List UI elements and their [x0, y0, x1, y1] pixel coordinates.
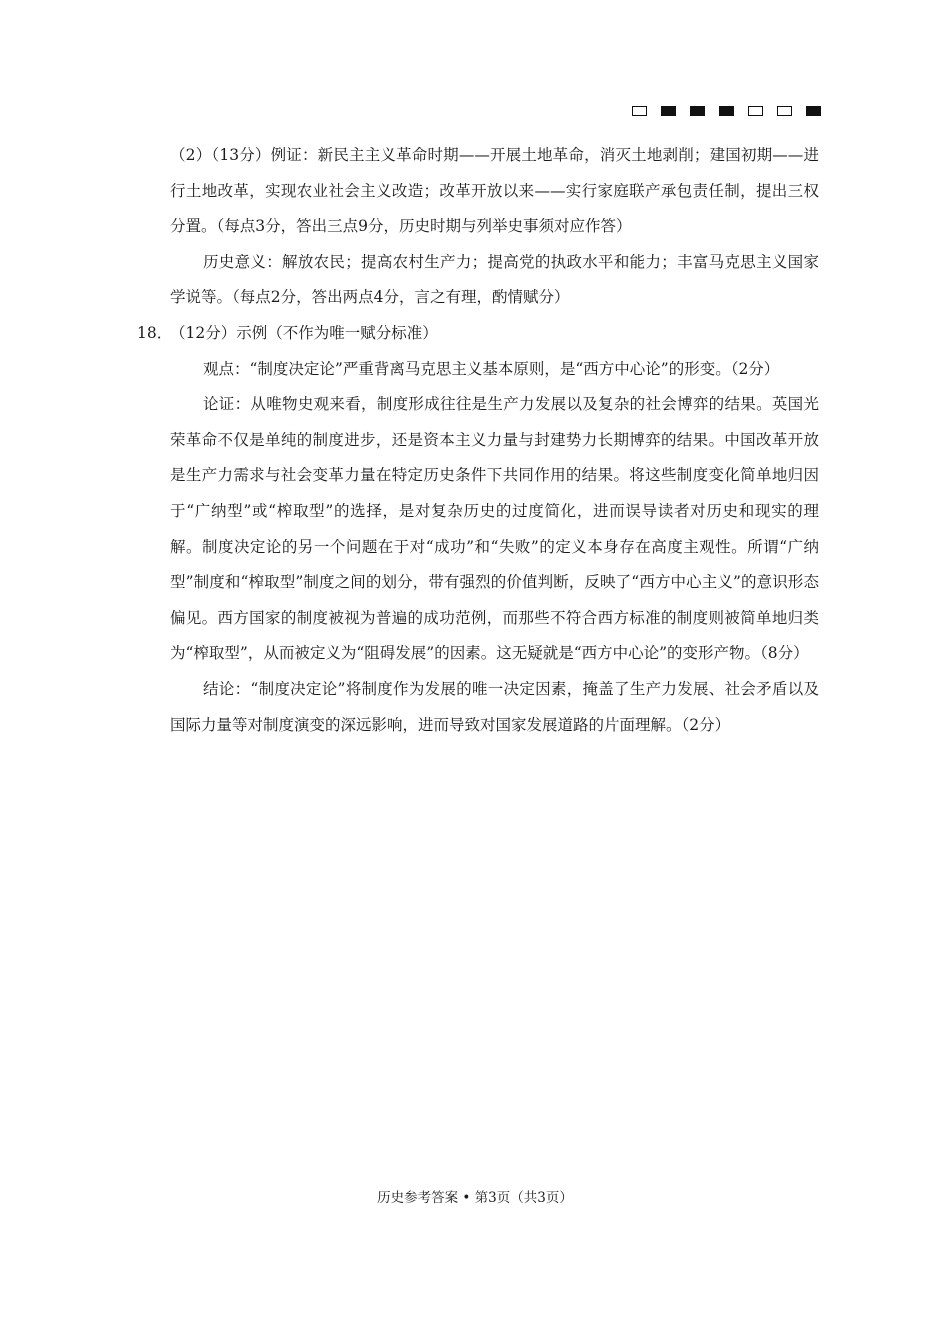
question-18-heading	[137, 316, 819, 352]
argument-paragraph: 论证：从唯物史观来看，制度形成往往是生产力发展以及复杂的社会博弈的结果。英国光荣革命不仅是单纯的制度进步，还是资本主义力量与封建势力长期博弈的结果。中国改革开放是生产力需求与社会变革力量在特定历史条件下共同作用的结果。将这些制度变化简单地归因于“广纳型”或“榨取型”的选择，是对复杂历史的过度简化，进而误导读者对历史和现实的理解。制度决定论的另一个问题在于对“成功”和“失败”的定义本身存在高度主观性。所谓“广纳型”制度和“榨取型”制度之间的划分，带有强烈的价值判断，反映了“西方中心主义”的意识形态偏见。西方国家的制度被视为普遍的成功范例，而那些不符合西方标准的制度则被简单地归类为“榨取型”，从而被定义为“阻碍发展”的因素。这无疑就是“西方中心论”的变形产物。（8分）	[170, 395, 819, 663]
empty-mark	[632, 106, 647, 116]
filled-mark	[661, 106, 676, 116]
filled-mark	[806, 106, 821, 116]
part2-significance: 历史意义：解放农民；提高农村生产力；提高党的执政水平和能力；丰富马克思主义国家学说等。（每点2分，答出两点4分，言之有理，酌情赋分）	[170, 252, 819, 307]
question-18-body	[137, 352, 819, 744]
filled-mark	[690, 106, 705, 116]
answer-content	[137, 138, 819, 743]
viewpoint-paragraph: 观点：“制度决定论”严重背离马克思主义基本原则，是“西方中心论”的形变。（2分）	[203, 359, 780, 378]
part2-answer: （2）（13分）例证：新民主主义革命时期——开展土地革命，消灭土地剥削；建国初期——进行土地改革，实现农业社会主义改造；改革开放以来——实行家庭联产承包责任制，提出三权分置。（每点3分，答出三点9分，历史时期与列举史事须对应作答）	[170, 146, 819, 236]
empty-mark	[748, 106, 763, 116]
question-heading-text: （12分）示例（不作为唯一赋分标准）	[170, 323, 438, 342]
answer-sheet-marks	[632, 106, 821, 116]
empty-mark	[777, 106, 792, 116]
filled-mark	[719, 106, 734, 116]
question-number: 18．	[137, 323, 173, 342]
part2-block	[137, 138, 819, 316]
conclusion-paragraph: 结论：“制度决定论”将制度作为发展的唯一决定因素，掩盖了生产力发展、社会矛盾以及国际力量等对制度演变的深远影响，进而导致对国家发展道路的片面理解。（2分）	[170, 679, 819, 734]
page-footer: 历史参考答案 • 第3页（共3页）	[377, 1190, 573, 1206]
